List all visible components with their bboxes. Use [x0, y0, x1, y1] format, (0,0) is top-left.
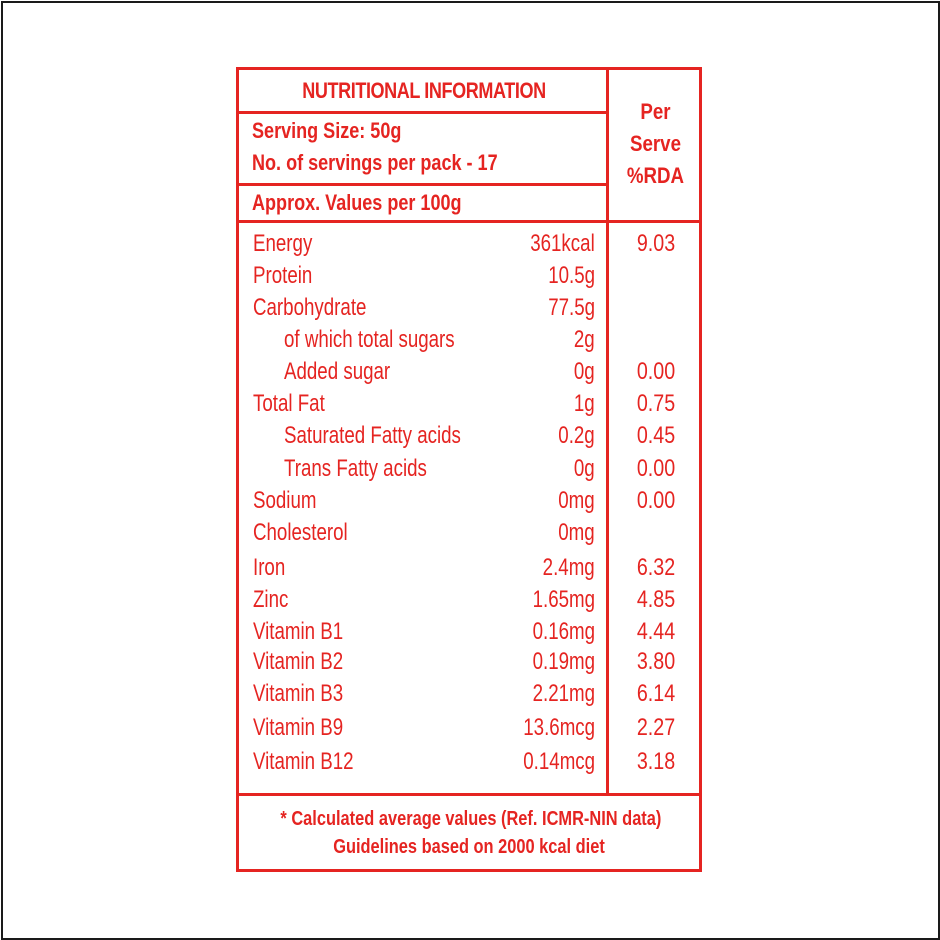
nutrient-row: [239, 358, 699, 390]
nutrient-value: 2.21mg: [532, 680, 595, 707]
nutrition-label: [236, 67, 702, 872]
nutrient-value: 1.65mg: [532, 586, 595, 613]
nutrient-rda: 4.85: [636, 586, 676, 613]
nutrient-row: [239, 487, 699, 519]
nutrient-row: [239, 390, 699, 422]
nutrient-row: [239, 422, 699, 454]
nutrient-value: 0g: [574, 455, 595, 482]
nutrient-rda: 6.32: [636, 554, 676, 581]
nutrient-rda: 4.44: [636, 618, 676, 645]
nutrient-rda: 0.00: [636, 455, 676, 482]
nutrient-rda: 0.45: [636, 422, 676, 449]
nutrient-rda: 6.14: [636, 680, 676, 707]
footnote-guidelines: Guidelines based on 2000 kcal diet: [333, 836, 605, 858]
nutrient-row: [239, 714, 699, 746]
nutrient-value: 2.4mg: [542, 554, 595, 581]
nutrient-row: [239, 554, 699, 586]
nutrient-value: 0mg: [558, 519, 595, 546]
servings-per-pack: No. of servings per pack - 17: [252, 150, 498, 175]
nutrient-name: Total Fat: [253, 390, 325, 417]
nutrient-name: Vitamin B9: [253, 714, 344, 741]
nutrient-row: [239, 519, 699, 551]
nutrient-name: Zinc: [253, 586, 289, 613]
nutrient-row: [239, 294, 699, 326]
nutrient-row: [239, 586, 699, 618]
nutrient-name: Iron: [253, 554, 286, 581]
nutrient-value: 0.16mg: [532, 618, 595, 645]
nutrient-value: 0mg: [558, 487, 595, 514]
nutrient-value: 1g: [574, 390, 595, 417]
approx-values-header: Approx. Values per 100g: [252, 190, 462, 215]
divider-title: [239, 111, 608, 114]
nutrient-name: Vitamin B3: [253, 680, 344, 707]
serving-size: Serving Size: 50g: [252, 118, 402, 143]
divider-serving: [239, 183, 608, 186]
nutrient-name: Added sugar: [284, 358, 391, 385]
nutrient-row: [239, 455, 699, 487]
nutrient-rda: 0.75: [636, 390, 676, 417]
nutrient-row: [239, 262, 699, 294]
nutrient-value: 0.2g: [558, 422, 595, 449]
nutrient-rda: 3.80: [636, 648, 676, 675]
nutrient-row: [239, 230, 699, 262]
nutrient-row: [239, 748, 699, 780]
nutrient-value: 0.19mg: [532, 648, 595, 675]
nutrient-name: of which total sugars: [284, 326, 455, 353]
nutrient-value: 13.6mcg: [523, 714, 595, 741]
nutrient-name: Vitamin B1: [253, 618, 344, 645]
nutrient-row: [239, 618, 699, 650]
label-title: NUTRITIONAL INFORMATION: [302, 78, 546, 103]
nutrient-name: Energy: [253, 230, 313, 257]
nutrient-rda: 9.03: [636, 230, 676, 257]
nutrient-value: 361kcal: [530, 230, 595, 257]
rda-header-line: Serve: [630, 131, 681, 156]
nutrient-name: Cholesterol: [253, 519, 348, 546]
nutrient-rda: 3.18: [636, 748, 676, 775]
footnote-reference: * Calculated average values (Ref. ICMR-NIN data): [280, 808, 662, 830]
rda-column-header: [619, 96, 693, 192]
nutrient-value: 2g: [574, 326, 595, 353]
rda-header-line: %RDA: [626, 163, 685, 188]
nutrient-name: Vitamin B12: [253, 748, 354, 775]
nutrient-name: Protein: [253, 262, 313, 289]
nutrient-row: [239, 680, 699, 712]
nutrient-value: 0g: [574, 358, 595, 385]
divider-footer: [239, 793, 699, 796]
rda-header-line: Per: [640, 99, 671, 124]
nutrient-row: [239, 648, 699, 680]
nutrient-row: [239, 326, 699, 358]
nutrient-value: 77.5g: [548, 294, 595, 321]
nutrient-name: Carbohydrate: [253, 294, 367, 321]
nutrient-rda: 2.27: [636, 714, 676, 741]
nutrient-rda: 0.00: [636, 358, 676, 385]
nutrient-value: 10.5g: [548, 262, 595, 289]
nutrient-name: Sodium: [253, 487, 317, 514]
divider-header: [239, 220, 699, 223]
nutrient-value: 0.14mcg: [523, 748, 595, 775]
nutrient-name: Saturated Fatty acids: [284, 422, 461, 449]
nutrient-name: Trans Fatty acids: [284, 455, 427, 482]
nutrient-name: Vitamin B2: [253, 648, 344, 675]
nutrient-rda: 0.00: [636, 487, 676, 514]
